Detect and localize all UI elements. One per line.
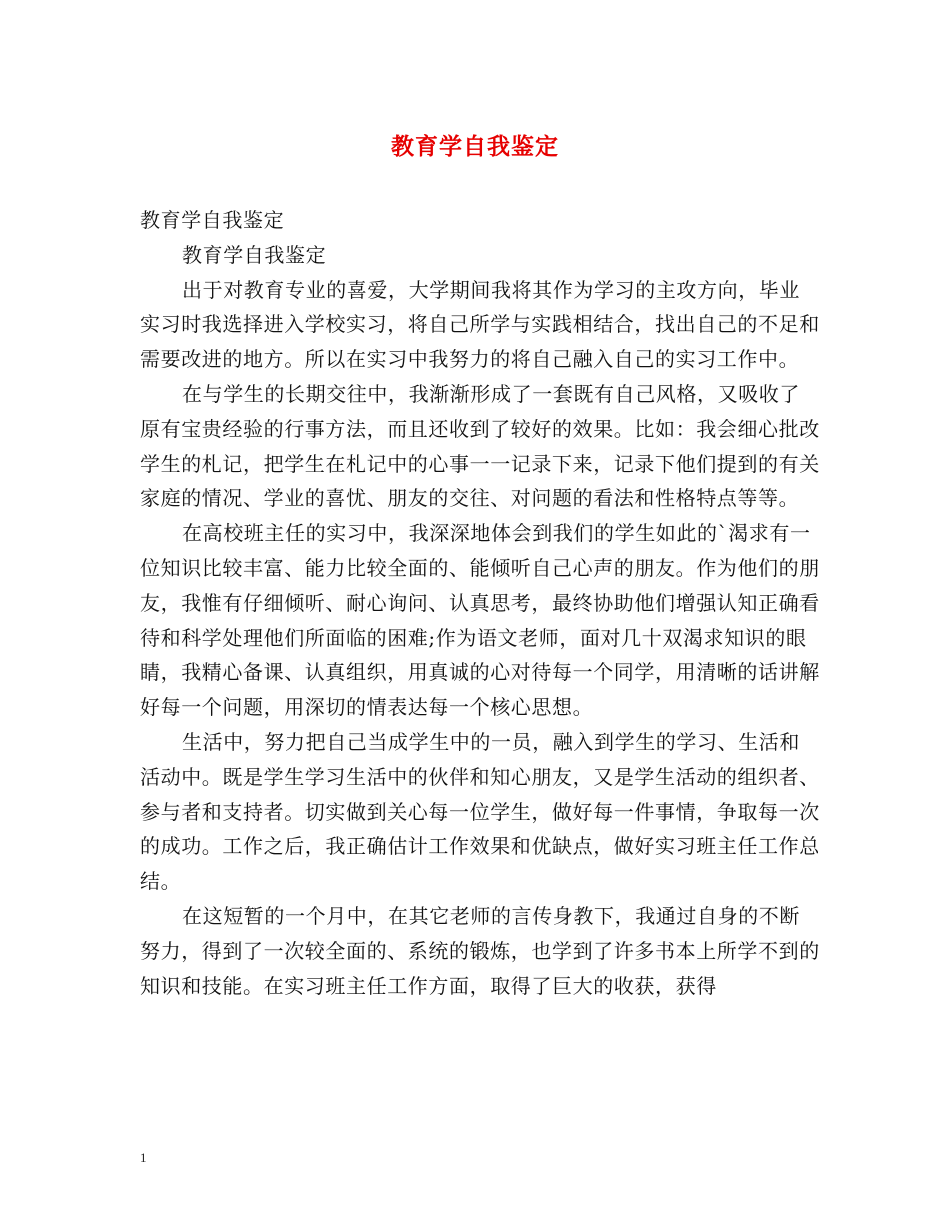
page-number: 1 [140,1150,147,1165]
paragraph-5: 生活中，努力把自己当成学生中的一员，融入到学生的学习、生活和活动中。既是学生学习生活中的伙伴和知心朋友，又是学生活动的组织者、参与者和支持者。切实做到关心每一位学生，做好每一件事情，争取每一次的成功。工作之后，我正确估计工作效果和优缺点，做好实习班主任工作总结。 [140,729,820,894]
document-heading-line: 教育学自我鉴定 [140,208,285,232]
paragraph-2: 出于对教育专业的喜爱，大学期间我将其作为学习的主攻方向，毕业实习时我选择进入学校实习，将自己所学与实践相结合，找出自己的不足和需要改进的地方。所以在实习中我努力的将自己融入自己的实习工作中。 [140,277,820,372]
paragraph-1: 教育学自我鉴定 [182,242,327,267]
document-title: 教育学自我鉴定 [391,133,559,160]
paragraph-4: 在高校班主任的实习中，我深深地体会到我们的学生如此的`渴求有一位知识比较丰富、能力比较全面的、能倾听自己心声的朋友。作为他们的朋友，我惟有仔细倾听、耐心询问、认真思考，最终协助他们增强认知正确看待和科学处理他们所面临的困难;作为语文老师，面对几十双渴求知识的眼睛，我精心备课、认真组织，用真诚的心对待每一个同学，用清晰的话讲解好每一个问题，用深切的情表达每一个核心思想。 [140,521,820,720]
document-body [140,203,820,1003]
paragraph-6: 在这短暂的一个月中，在其它老师的言传身教下，我通过自身的不断努力，得到了一次较全面的、系统的锻炼，也学到了许多书本上所学不到的知识和技能。在实习班主任工作方面，取得了巨大的收获，获得 [140,903,820,998]
paragraph-3: 在与学生的长期交往中，我渐渐形成了一套既有自己风格，又吸收了原有宝贵经验的行事方法，而且还收到了较好的效果。比如：我会细心批改学生的札记，把学生在札记中的心事一一记录下来，记录下他们提到的有关家庭的情况、学业的喜忧、朋友的交往、对问题的看法和性格特点等等。 [140,381,820,511]
